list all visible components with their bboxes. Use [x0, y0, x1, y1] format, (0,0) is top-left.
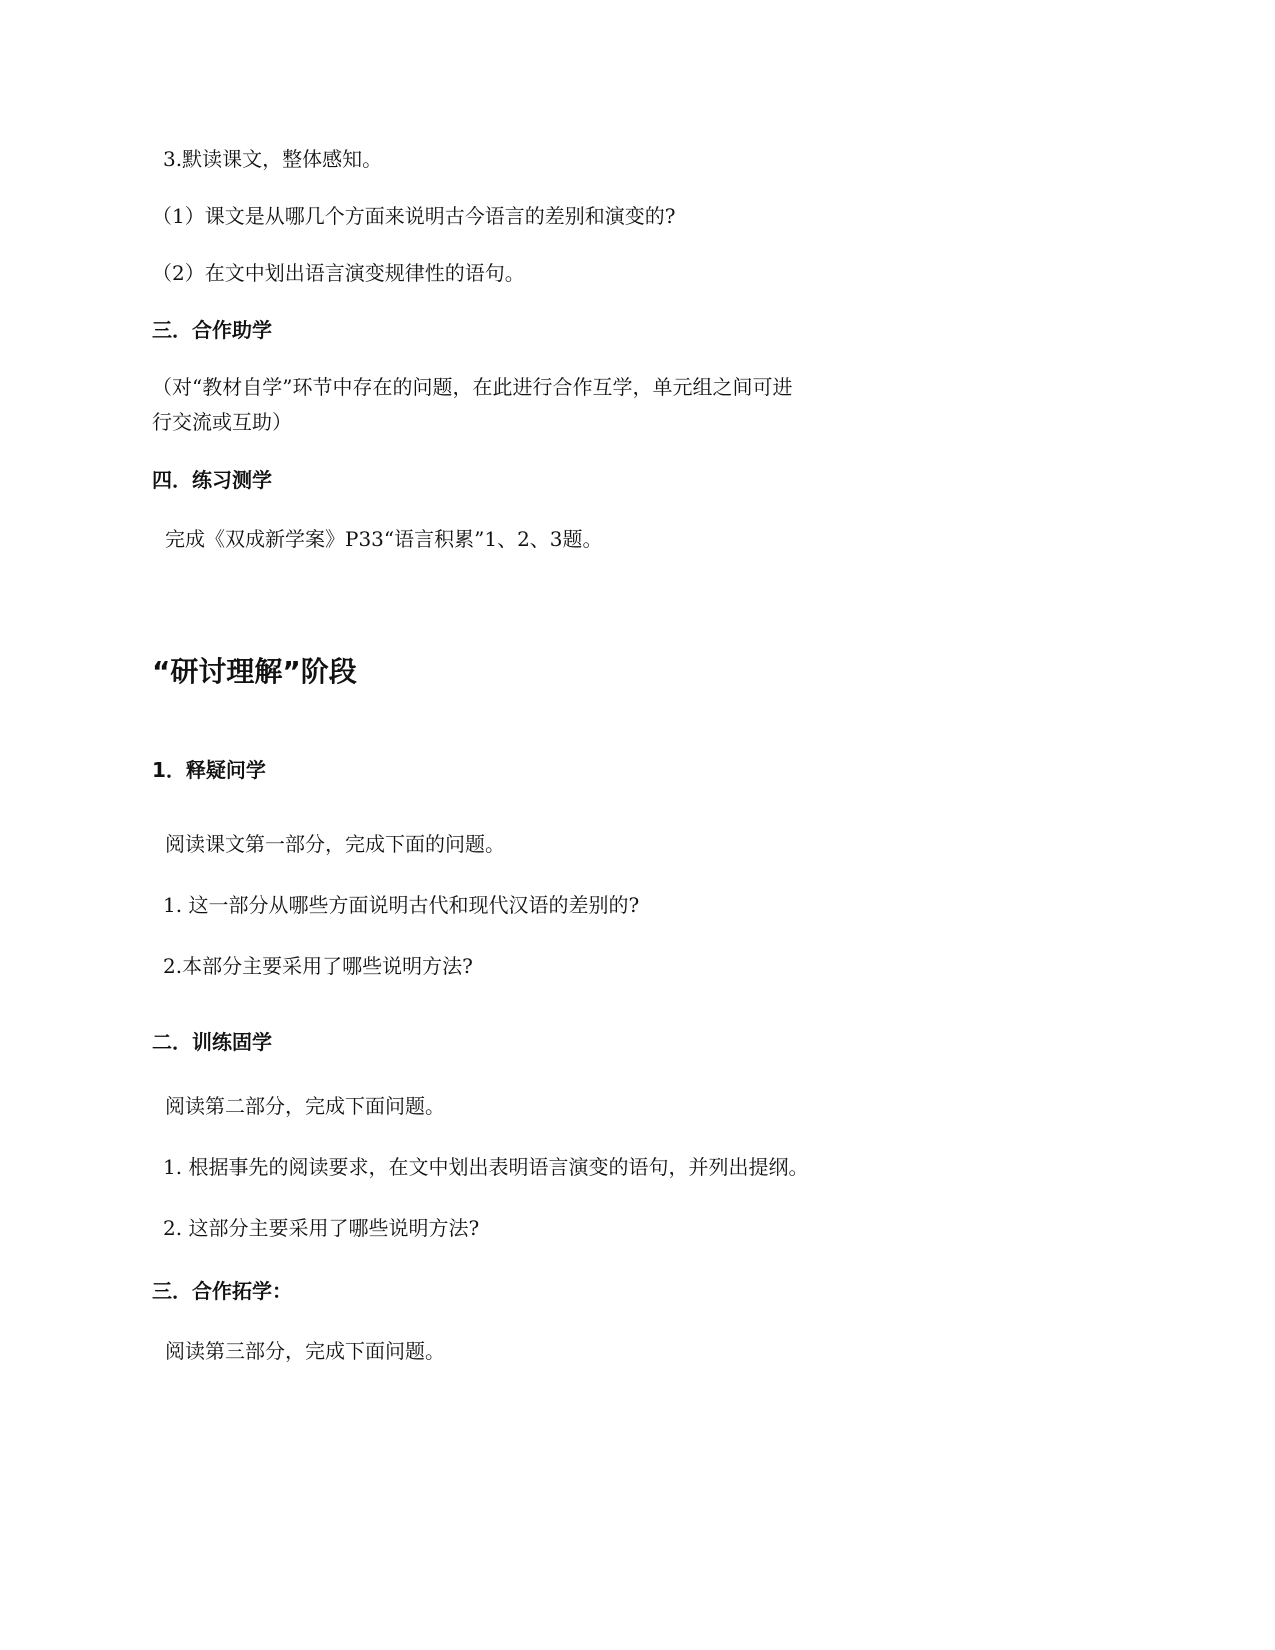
training-question-2: 2. 这部分主要采用了哪些说明方法? [163, 1216, 480, 1240]
training-intro: 阅读第二部分，完成下面问题。 [165, 1094, 445, 1118]
heading-practice-test: 四．练习测学 [152, 468, 272, 492]
practice-test-text: 完成《双成新学案》P33“语言积累”1、2、3题。 [165, 527, 603, 551]
heading-cooperative-help: 三．合作助学 [152, 318, 272, 342]
clarify-question-1: 1. 这一部分从哪些方面说明古代和现代汉语的差别的? [163, 893, 640, 917]
stage-title: “研讨理解”阶段 [152, 655, 357, 688]
heading-cooperative-expand: 三．合作拓学： [152, 1279, 292, 1303]
expand-intro: 阅读第三部分，完成下面问题。 [165, 1339, 445, 1363]
reading-question-2: （2）在文中划出语言演变规律性的语句。 [152, 261, 525, 285]
heading-training-consolidate: 二．训练固学 [152, 1030, 272, 1054]
training-question-1: 1. 根据事先的阅读要求，在文中划出表明语言演变的语句，并列出提纲。 [163, 1155, 809, 1179]
reading-question-1: （1）课文是从哪几个方面来说明古今语言的差别和演变的? [152, 204, 676, 228]
heading-clarify-questions: 1．释疑问学 [152, 758, 266, 782]
cooperative-help-text-line2: 行交流或互助） [152, 410, 292, 434]
clarify-question-2: 2.本部分主要采用了哪些说明方法? [163, 954, 473, 978]
reading-step-3: 3.默读课文，整体感知。 [163, 147, 383, 171]
clarify-intro: 阅读课文第一部分，完成下面的问题。 [165, 832, 505, 856]
cooperative-help-text-line1: （对“教材自学”环节中存在的问题，在此进行合作互学，单元组之间可进 [152, 375, 793, 399]
